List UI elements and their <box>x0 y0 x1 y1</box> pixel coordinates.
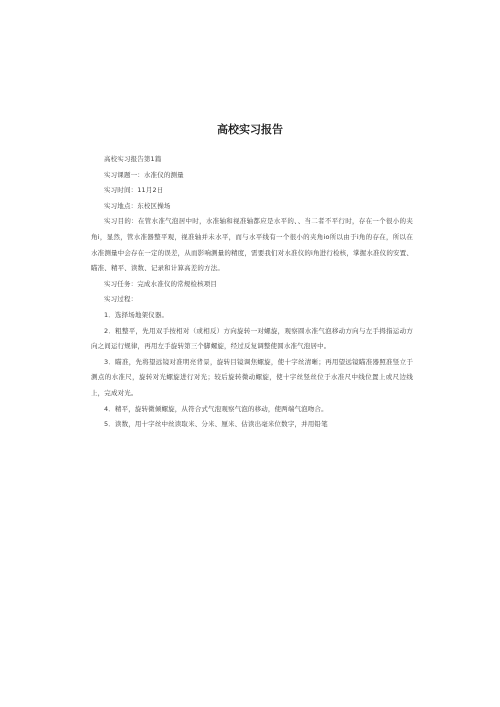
step-3: 3．瞄准，先将望远镜对准明亮背景，旋转目镜调焦螺旋，使十字丝清晰；再用望远镜瞄准器照准竖立于测点的水准尺，旋转对光螺旋进行对光；较后旋转微动螺旋，使十字丝竖丝位于水准尺中线位置上或尺边线上，完成对光。 <box>91 357 413 397</box>
step-5: 5．读数，用十字丝中丝读取米、分米、厘米、估读出毫米位数字，并用铅笔 <box>104 420 328 429</box>
document-body <box>91 152 413 433</box>
document-title: 高校实习报告 <box>217 123 283 136</box>
step-4: 4．精平，旋转微倾螺旋，从符合式气泡观察气泡的移动，使两端气泡吻合。 <box>104 404 328 413</box>
heading-report-number: 高校实习报告第1篇 <box>104 155 162 163</box>
step-1: 1．选择场地架仪器。 <box>104 310 169 319</box>
step-2: 2．粗整平，先用双手按相对（或相反）方向旋转一对螺旋，观察圆水准气泡移动方向与左手拇指运动方向之间运行规律，再用左手旋转第三个脚螺旋，经过反复调整使圆水准气泡居中。 <box>91 326 413 351</box>
topic-line: 实习课题一：水准仪的测量 <box>104 170 184 179</box>
time-line: 实习时间：11月2日 <box>104 186 164 195</box>
task-line: 实习任务：完成水准仪的常规检核项目 <box>104 279 218 288</box>
purpose-paragraph: 实习目的：在管水准气泡居中时，水准轴和视准轴都应是水平的、、当二者不平行时，存在一个很小的夹角i，显然，管水准器整平观，视准轴并未水平，而与水平线有一个很小的夹角io所以由于i角的存在，所以在水准测量中会存在一定的误差，从而影响测量的精度，需要我们对水准仪的i角进行检核，掌握水准仪的安置、瞄准、精平、读数、记录和计算高差的方法。 <box>91 217 413 273</box>
process-heading: 实习过程： <box>104 295 138 304</box>
location-line: 实习地点：东校区操场 <box>104 201 171 210</box>
